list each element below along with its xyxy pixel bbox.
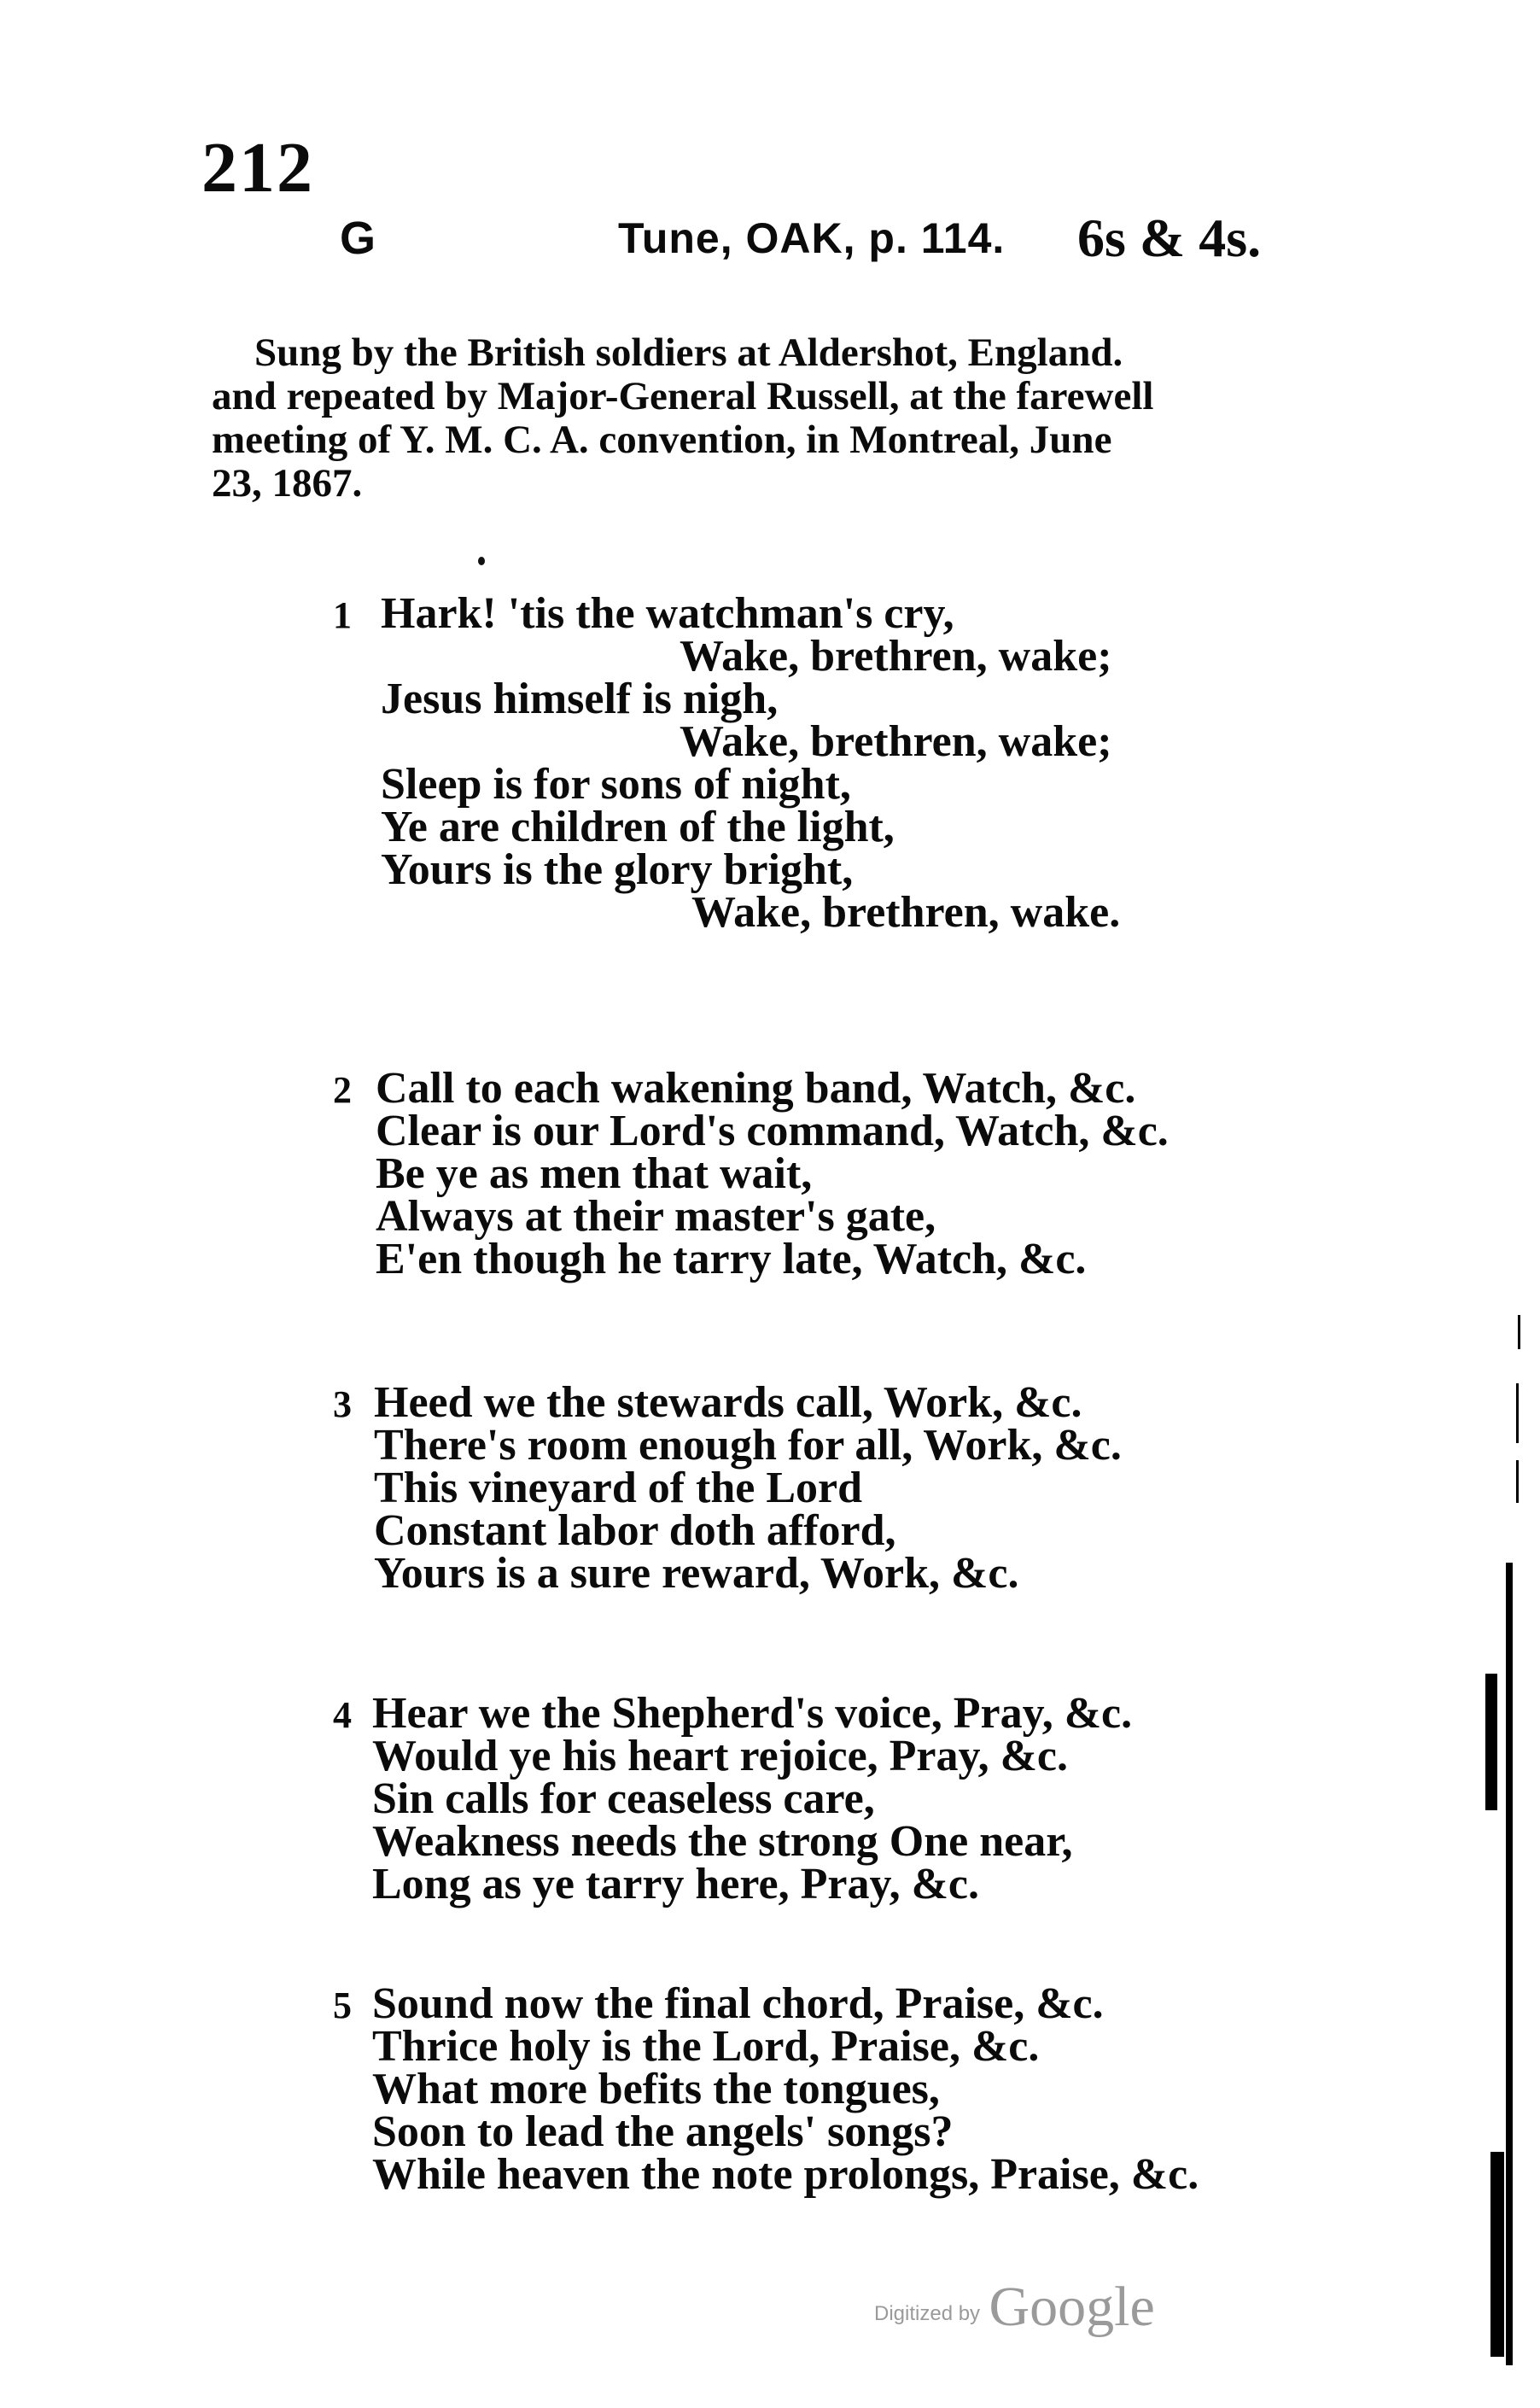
watermark-prefix: Digitized by bbox=[874, 2302, 981, 2325]
verse-line: This vineyard of the Lord bbox=[374, 1464, 863, 1512]
verse-line: Yours is a sure reward, Work, &c. bbox=[374, 1549, 1019, 1598]
verse-refrain: Wake, brethren, wake; bbox=[680, 632, 1112, 681]
verse-line: Thrice holy is the Lord, Praise, &c. bbox=[372, 2022, 1040, 2071]
digitized-watermark bbox=[874, 2275, 1155, 2340]
intro-note bbox=[212, 331, 1441, 506]
intro-line: Sung by the British soldiers at Aldershot, England. bbox=[254, 330, 1123, 375]
verse-line: Heed we the stewards call, Work, &c. bbox=[374, 1378, 1082, 1427]
verse-5 bbox=[0, 1979, 1540, 2205]
verse-refrain: Wake, brethren, wake. bbox=[691, 888, 1121, 937]
verse-line: Would ye his heart rejoice, Pray, &c. bbox=[372, 1732, 1069, 1780]
verse-2 bbox=[0, 1064, 1540, 1289]
intro-line: meeting of Y. M. C. A. convention, in Montreal, June bbox=[212, 418, 1112, 462]
verse-number: 4 bbox=[333, 1694, 352, 1736]
verse-line: Sound now the final chord, Praise, &c. bbox=[372, 1979, 1104, 2028]
verse-line: Call to each wakening band, Watch, &c. bbox=[376, 1064, 1136, 1113]
verse-number: 5 bbox=[333, 1984, 352, 2026]
verse-1 bbox=[0, 589, 1540, 951]
google-logo: Google bbox=[989, 2276, 1155, 2338]
verse-number: 2 bbox=[333, 1069, 352, 1111]
scan-edge-bar bbox=[1518, 1315, 1520, 1349]
verse-line: Be ye as men that wait, bbox=[376, 1149, 813, 1198]
verse-refrain: Wake, brethren, wake; bbox=[680, 717, 1112, 766]
verse-line: Sin calls for ceaseless care, bbox=[372, 1774, 875, 1823]
verse-line: While heaven the note prolongs, Praise, &c. bbox=[372, 2150, 1199, 2199]
verse-line: Ye are children of the light, bbox=[381, 803, 895, 851]
verse-line: There's room enough for all, Work, &c. bbox=[374, 1421, 1122, 1470]
intro-line: 23, 1867. bbox=[212, 461, 363, 506]
scan-edge-bar bbox=[1506, 1563, 1513, 2365]
verse-line: Sleep is for sons of night, bbox=[381, 760, 851, 809]
verse-line: Constant labor doth afford, bbox=[374, 1506, 896, 1555]
verse-line: Jesus himself is nigh, bbox=[381, 675, 779, 723]
verse-4 bbox=[0, 1689, 1540, 1914]
verse-line: Always at their master's gate, bbox=[376, 1192, 936, 1241]
verse-line: Clear is our Lord's command, Watch, &c. bbox=[376, 1107, 1169, 1155]
verse-line: Long as ye tarry here, Pray, &c. bbox=[372, 1860, 979, 1908]
verse-number: 3 bbox=[333, 1383, 352, 1425]
scan-edge-bar bbox=[1516, 1460, 1519, 1503]
scan-edge-bar bbox=[1485, 1674, 1497, 1810]
meter-label: 6s & 4s. bbox=[1077, 207, 1262, 268]
tune-reference: Tune, OAK, p. 114. bbox=[618, 214, 1006, 262]
verse-line: Hark! 'tis the watchman's cry, bbox=[381, 589, 954, 638]
scan-edge-bar bbox=[1516, 1383, 1519, 1443]
intro-line: and repeated by Major-General Russell, at the farewell bbox=[212, 374, 1154, 418]
verse-line: Soon to lead the angels' songs? bbox=[372, 2107, 954, 2156]
verse-line: Weakness needs the strong One near, bbox=[372, 1817, 1073, 1866]
page-number: 212 bbox=[201, 128, 314, 207]
scan-edge-bar bbox=[1490, 2152, 1504, 2357]
key-label: G bbox=[340, 213, 376, 264]
verse-line: Hear we the Shepherd's voice, Pray, &c. bbox=[372, 1689, 1133, 1738]
verse-line: E'en though he tarry late, Watch, &c. bbox=[376, 1235, 1087, 1283]
verse-line: Yours is the glory bright, bbox=[381, 845, 854, 894]
verse-line: What more befits the tongues, bbox=[372, 2065, 940, 2113]
ornament-dot bbox=[478, 557, 485, 565]
hymn-header bbox=[0, 207, 1540, 280]
verse-number: 1 bbox=[333, 594, 352, 636]
verse-3 bbox=[0, 1378, 1540, 1604]
